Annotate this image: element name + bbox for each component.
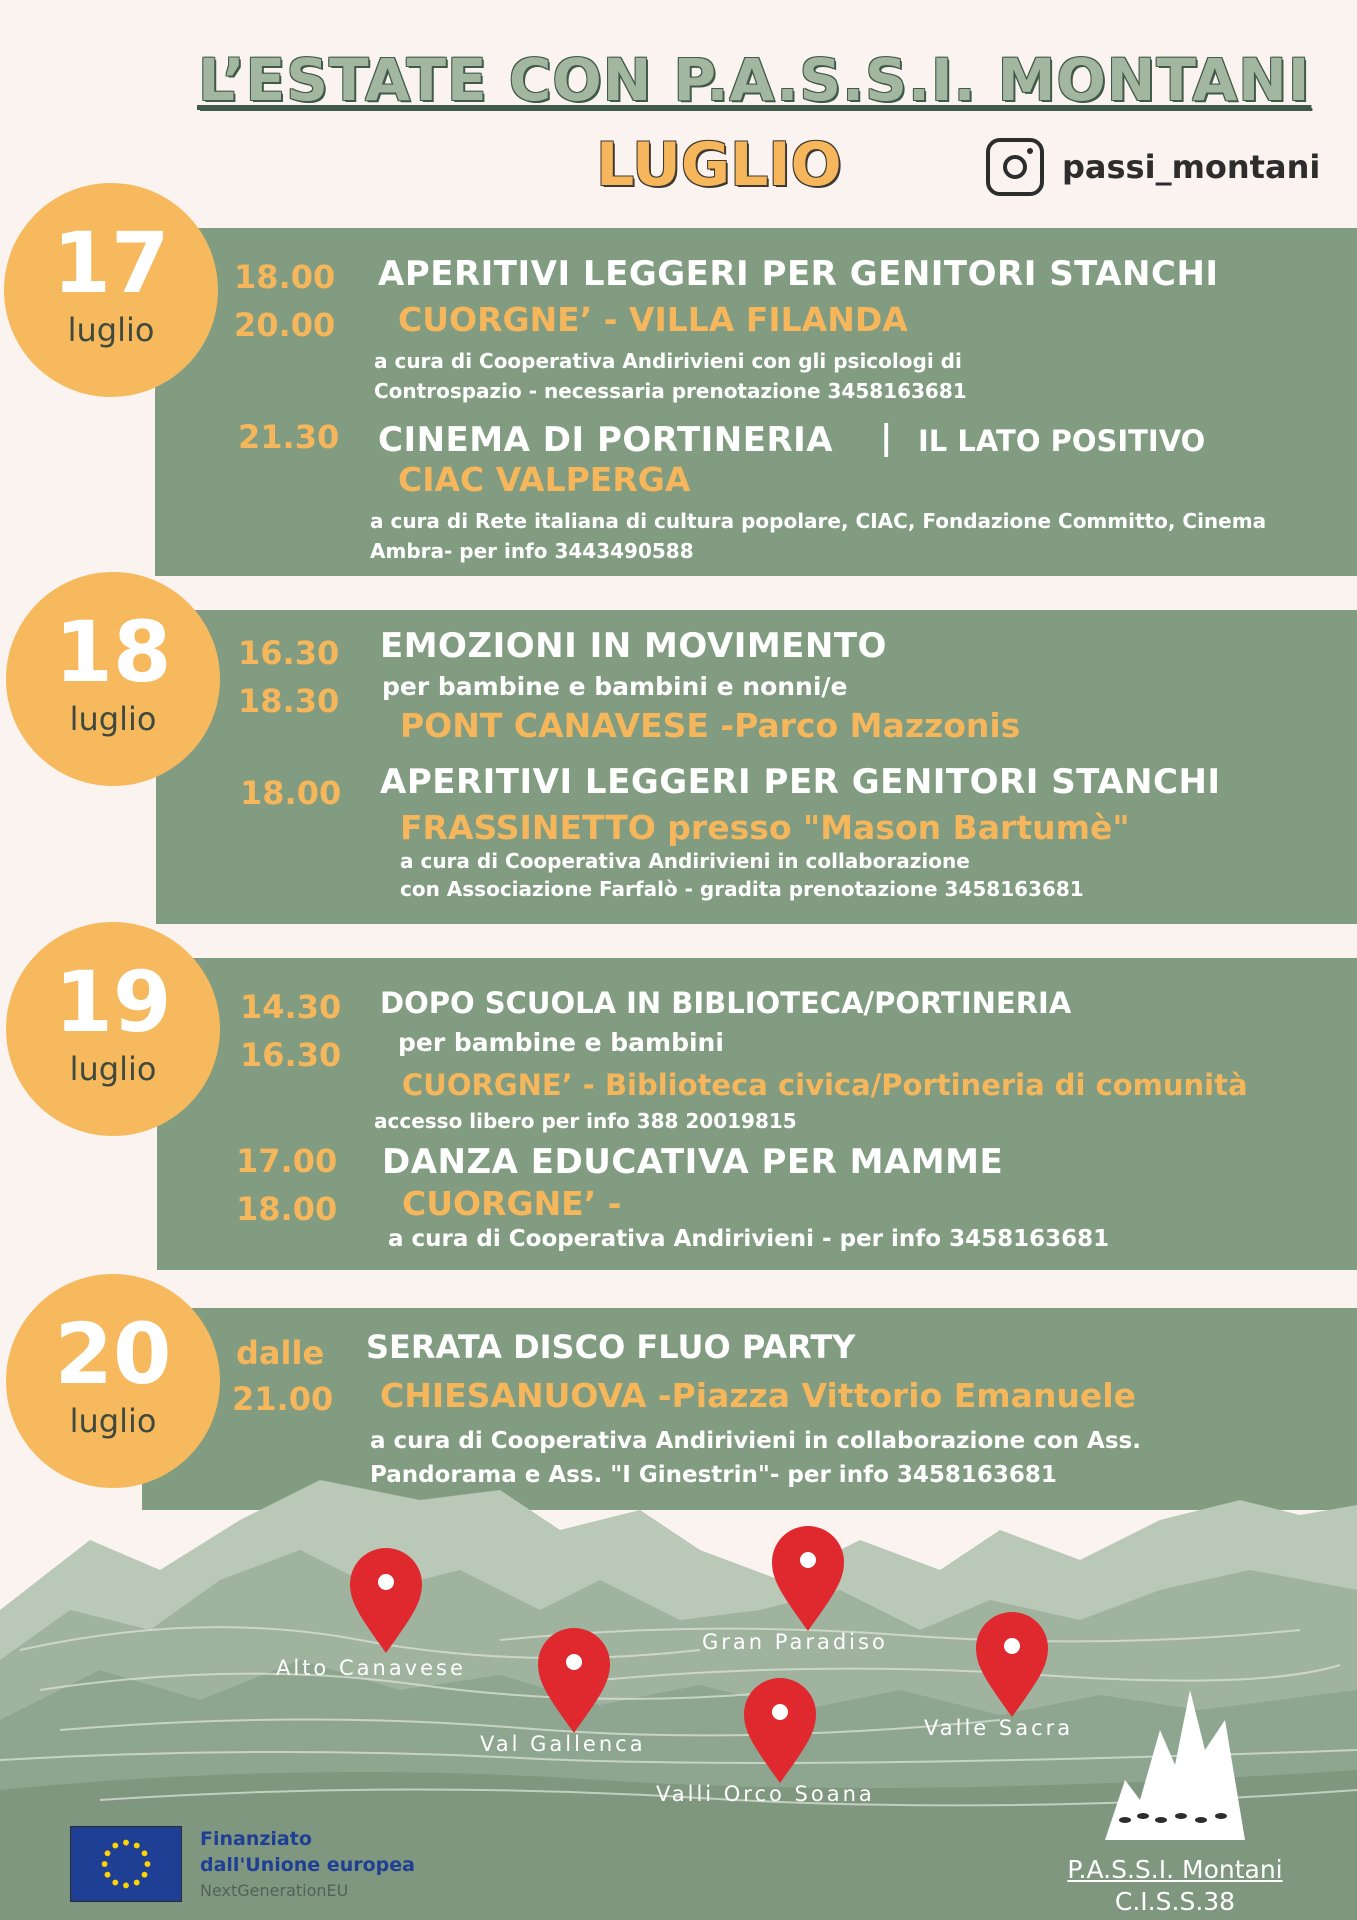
event-note: Pandorama e Ass. "I Ginestrin"- per info 3458163681 [370, 1462, 1057, 1488]
eu-text [200, 1826, 415, 1904]
event-note: a cura di Cooperativa Andirivieni in collaborazione con Ass. [370, 1428, 1141, 1454]
eu-line: Finanziato [200, 1828, 312, 1850]
event-note: accesso libero per info 388 20019815 [374, 1109, 797, 1133]
event-time: 18.00 [236, 1190, 338, 1228]
event-title: CINEMA DI PORTINERIA [378, 420, 834, 460]
map-pin-icon [346, 1548, 426, 1658]
event-time: 14.30 [240, 988, 342, 1026]
date-badge-19 [6, 922, 220, 1136]
place-label: Val Gallenca [480, 1732, 646, 1756]
event-location: CIAC VALPERGA [398, 460, 691, 499]
poster-title: L’ESTATE CON P.A.S.S.I. MONTANI [198, 46, 1311, 114]
event-location: PONT CANAVESE -Parco Mazzonis [400, 706, 1021, 745]
event-title: APERITIVI LEGGERI PER GENITORI STANCHI [380, 762, 1221, 802]
instagram-icon [986, 138, 1044, 196]
event-title: SERATA DISCO FLUO PARTY [366, 1328, 856, 1366]
instagram-handle: passi_montani [1062, 148, 1321, 186]
event-time: 20.00 [234, 306, 336, 344]
event-time: 16.30 [240, 1036, 342, 1074]
event-note: a cura di Cooperativa Andirivieni in collaborazione [400, 849, 970, 873]
logo-caption [1055, 1854, 1295, 1918]
map-pin-icon [740, 1678, 820, 1788]
date-day: 20 [54, 1305, 172, 1403]
eu-funding [70, 1826, 415, 1904]
passi-montani-logo [1085, 1670, 1265, 1850]
event-location: CUORGNE’ - Biblioteca civica/Portineria di comunità [402, 1068, 1248, 1102]
map-pin-icon [534, 1628, 614, 1738]
event-note: Ambra- per info 3443490588 [370, 539, 694, 563]
date-day: 18 [54, 603, 172, 701]
event-note: a cura di Rete italiana di cultura popolare, CIAC, Fondazione Committo, Cinema [370, 509, 1267, 533]
date-month: luglio [69, 700, 157, 738]
event-note: a cura di Cooperativa Andirivieni con gli psicologi di [374, 349, 962, 373]
date-month: luglio [69, 1050, 157, 1088]
map-pin-icon [972, 1612, 1052, 1722]
instagram-link[interactable] [986, 138, 1320, 196]
event-location: CUORGNE’ - VILLA FILANDA [398, 300, 908, 339]
event-note: con Associazione Farfalò - gradita prenotazione 3458163681 [400, 877, 1084, 901]
month-heading: LUGLIO [596, 130, 842, 200]
date-day: 19 [54, 953, 172, 1051]
date-month: luglio [67, 311, 155, 349]
event-note: Controspazio - necessaria prenotazione 3458163681 [374, 379, 967, 403]
place-label: Gran Paradiso [702, 1630, 888, 1654]
event-time: 21.30 [238, 418, 340, 456]
event-location: FRASSINETTO presso "Mason Bartumè" [400, 808, 1130, 847]
eu-flag-icon [70, 1826, 182, 1902]
event-location: CUORGNE’ - [402, 1184, 622, 1223]
event-time: 18.00 [240, 774, 342, 812]
event-time: 21.00 [232, 1380, 334, 1418]
date-day: 17 [52, 214, 170, 312]
date-badge-20 [6, 1274, 220, 1488]
event-time: 17.00 [236, 1142, 338, 1180]
place-label: Valli Orco Soana [656, 1782, 875, 1806]
event-title: APERITIVI LEGGERI PER GENITORI STANCHI [378, 254, 1219, 294]
place-label: Alto Canavese [276, 1656, 466, 1680]
eu-line: NextGenerationEU [200, 1881, 349, 1900]
date-badge-17 [4, 183, 218, 397]
event-subtitle: per bambine e bambini e nonni/e [382, 672, 848, 701]
event-subtitle: per bambine e bambini [398, 1028, 724, 1057]
place-label: Valle Sacra [924, 1716, 1074, 1740]
event-time: 18.30 [238, 682, 340, 720]
logo-line: P.A.S.S.I. Montani [1067, 1855, 1283, 1884]
event-title: DOPO SCUOLA IN BIBLIOTECA/PORTINERIA [380, 986, 1072, 1020]
title-separator: | [880, 418, 893, 458]
event-title: DANZA EDUCATIVA PER MAMME [382, 1142, 1004, 1182]
event-time: 18.00 [234, 258, 336, 296]
date-badge-18 [6, 572, 220, 786]
map-pin-icon [768, 1526, 848, 1636]
event-time: dalle [236, 1334, 325, 1372]
eu-line: dall'Unione europea [200, 1854, 415, 1876]
event-note: a cura di Cooperativa Andirivieni - per info 3458163681 [388, 1226, 1110, 1252]
event-subtitle: IL LATO POSITIVO [918, 424, 1206, 458]
logo-line: C.I.S.S.38 [1114, 1887, 1236, 1916]
event-time: 16.30 [238, 634, 340, 672]
event-title: EMOZIONI IN MOVIMENTO [380, 626, 887, 666]
date-month: luglio [69, 1402, 157, 1440]
event-location: CHIESANUOVA -Piazza Vittorio Emanuele [380, 1376, 1137, 1415]
